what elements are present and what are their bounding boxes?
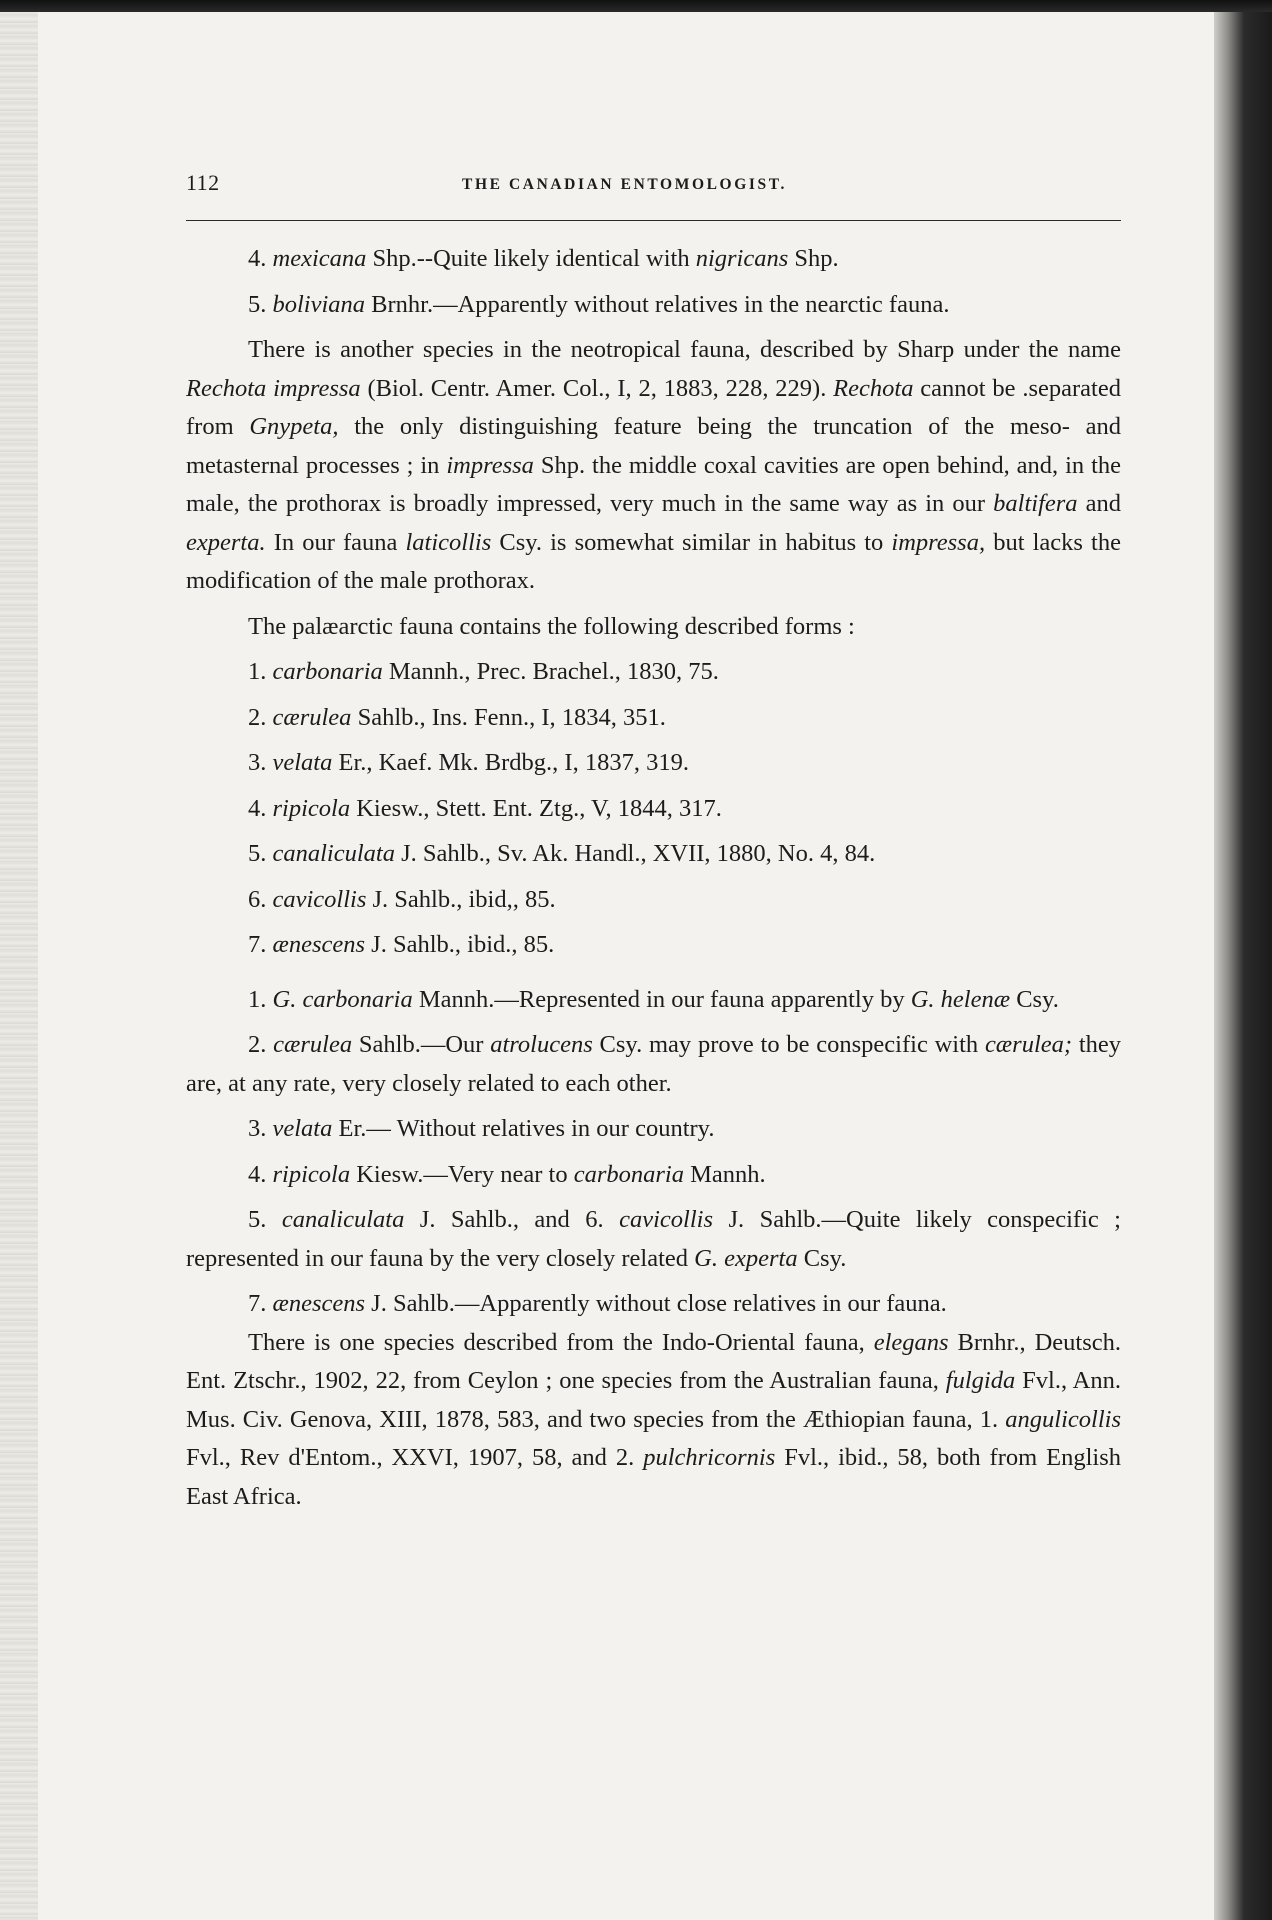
italic-run: Gnypeta,	[249, 413, 339, 440]
text-run: J. Sahlb.—Quite likely conspecific ; represented in our fauna by the very closely related	[186, 1206, 1121, 1272]
page-body	[186, 240, 1121, 1516]
italic-run: baltifera	[993, 490, 1078, 517]
paragraph-neotropical	[186, 331, 1121, 601]
text-run: and	[1077, 490, 1122, 517]
text-run: 5.	[248, 1206, 282, 1233]
binding-gutter	[0, 12, 38, 1920]
italic-run: Rechota impressa	[186, 374, 361, 402]
italic-run: G. helenæ	[910, 985, 1011, 1013]
page-content	[186, 160, 1122, 1510]
palaearctic-list	[186, 653, 1121, 965]
note-item	[186, 1026, 1121, 1103]
italic-run: Rechota	[833, 374, 914, 402]
text-run: they are, at any rate, very closely related to each other.	[186, 1031, 1121, 1097]
text-run: 2.	[248, 1031, 274, 1058]
page-right-edge	[1214, 12, 1272, 1920]
italic-run: cavicollis	[619, 1206, 713, 1233]
note-item	[186, 1156, 1121, 1195]
note-item	[186, 1201, 1121, 1278]
text-run: J. Sahlb., and 6.	[404, 1206, 620, 1233]
italic-run: G. experta	[694, 1244, 798, 1272]
italic-run: cærulea;	[984, 1031, 1073, 1058]
italic-run: canaliculata	[281, 1206, 405, 1233]
italic-run: pulchricornis	[643, 1444, 776, 1471]
text-run: (Biol. Centr. Amer. Col., I, 2, 1883, 228, 229).	[360, 374, 834, 402]
list-item: 4. mexicana Shp.--Quite likely identical with nigricans Shp.	[248, 245, 839, 272]
italic-run: laticollis	[405, 528, 492, 556]
text-run: Brnhr., Deutsch. Ent. Ztschr., 1902, 22, from Ceylon ; one species from the Australian fauna,	[186, 1328, 1122, 1394]
list-item: 1. carbonaria Mannh., Prec. Brachel., 1830, 75.	[248, 658, 719, 685]
text-run: Csy. may prove to be conspecific with	[592, 1031, 985, 1058]
note-item	[186, 1285, 1121, 1324]
text-run: There is another species in the neotropical fauna, described by Sharp under the name	[248, 336, 1121, 363]
list-item: 4. ripicola Kiesw., Stett. Ent. Ztg., V, 1844, 317.	[248, 794, 722, 822]
italic-run: ripicola	[272, 1160, 351, 1188]
list-item: 2. cærulea Sahlb., Ins. Fenn., I, 1834, 351.	[248, 703, 666, 731]
italic-run: ænescens	[272, 1290, 366, 1317]
note-item	[186, 981, 1121, 1020]
text-run: the only distinguishing feature being the truncation of the meso- and metasternal processes ; in	[186, 413, 1121, 479]
text-run: Er.— Without relatives in our country.	[332, 1115, 715, 1142]
text-run: Kiesw.—Very near to	[350, 1160, 574, 1188]
list-item: 7. ænescens J. Sahlb., ibid., 85.	[248, 931, 555, 958]
list-item: 5. boliviana Brnhr.—Apparently without relatives in the nearctic fauna.	[248, 290, 950, 318]
paragraph-other-faunas	[186, 1324, 1121, 1517]
list-item: 3. velata Er., Kaef. Mk. Brdbg., I, 1837, 319.	[248, 749, 689, 776]
italic-run: velata	[272, 1115, 333, 1142]
header-rule	[186, 220, 1121, 221]
palaearctic-intro: The palæarctic fauna contains the following described forms :	[248, 612, 855, 640]
text-run: J. Sahlb.—Apparently without close relatives in our fauna.	[365, 1290, 947, 1317]
italic-run: elegans	[873, 1328, 949, 1356]
text-run: cannot be .separated from	[186, 374, 1121, 440]
text-run: Fvl., ibid., 58, both from English East Africa.	[186, 1444, 1121, 1510]
page-header	[186, 160, 1121, 204]
text-run: 3.	[248, 1115, 273, 1142]
text-run: Csy.	[1010, 985, 1059, 1013]
text-run: Sahlb.—Our	[352, 1031, 491, 1058]
note-item	[186, 1110, 1121, 1149]
text-run: Mannh.	[683, 1160, 766, 1188]
italic-run: angulicollis	[1005, 1405, 1121, 1433]
running-head: THE CANADIAN ENTOMOLOGIST.	[462, 176, 787, 193]
text-run: 1.	[248, 985, 273, 1013]
text-run: There is one species described from the Indo-Oriental fauna,	[248, 1328, 874, 1356]
text-run: Shp. the middle coxal cavities are open behind, and, in the male, the prothorax is broadly impressed, very much in the same way as in our	[186, 451, 1122, 517]
italic-run: carbonaria	[573, 1160, 684, 1188]
italic-run: G. carbonaria	[272, 985, 413, 1013]
text-run: Csy. is somewhat similar in habitus to	[491, 528, 892, 556]
text-run: Fvl., Rev d'Entom., XXVI, 1907, 58, and 2.	[186, 1444, 644, 1471]
italic-run: fulgida	[945, 1367, 1016, 1394]
list-item: 5. canaliculata J. Sahlb., Sv. Ak. Handl., XVII, 1880, No. 4, 84.	[248, 840, 876, 867]
list-item: 6. cavicollis J. Sahlb., ibid,, 85.	[248, 885, 556, 913]
text-run: Mannh.—Represented in our fauna apparently by	[412, 985, 911, 1013]
text-run: 7.	[248, 1290, 273, 1317]
text-run: Fvl., Ann. Mus. Civ. Genova, XIII, 1878, 583, and two species from the Æthiopian fauna, 1.	[186, 1367, 1121, 1433]
page-number: 112	[186, 170, 220, 195]
italic-run: atrolucens	[490, 1031, 593, 1058]
text-run: Csy.	[797, 1244, 847, 1272]
text-run: but lacks the modification of the male prothorax.	[186, 528, 1121, 594]
text-run: In our fauna	[265, 528, 406, 556]
text-run: 4.	[248, 1160, 273, 1188]
italic-run: impressa	[446, 451, 534, 479]
italic-run: experta.	[186, 528, 266, 556]
italic-run: cærulea	[273, 1031, 353, 1058]
scan-top-edge	[0, 0, 1272, 12]
italic-run: impressa,	[891, 528, 986, 556]
